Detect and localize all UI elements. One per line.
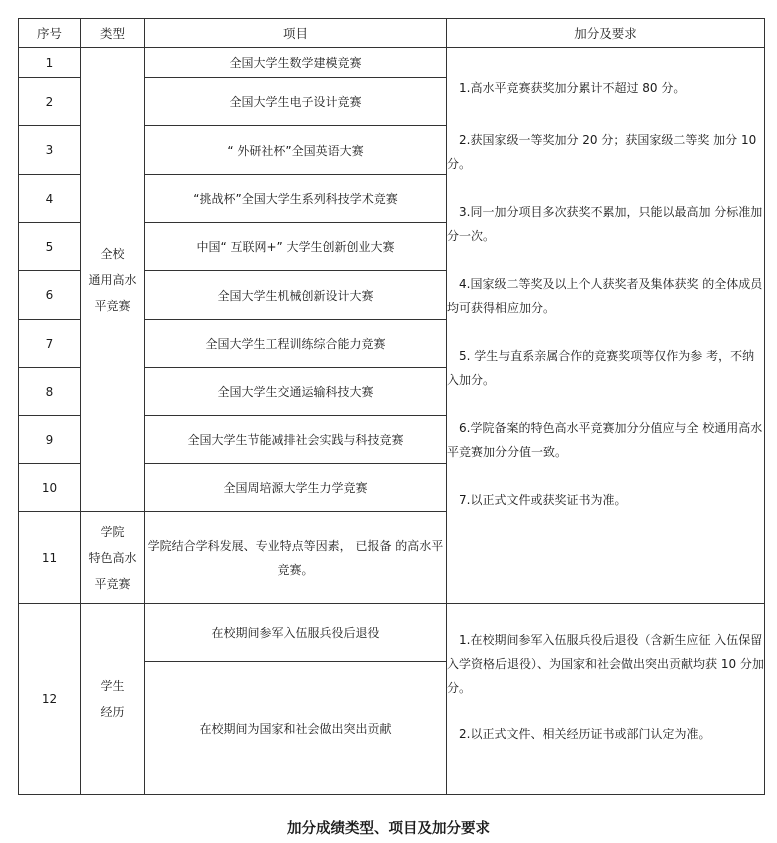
requirement-item: 3.同一加分项目多次获奖不累加，只能以最高加 分标准加分一次。 [447,205,763,243]
item-cell: 全国大学生机械创新设计大赛 [145,271,447,320]
header-row [19,19,765,48]
item-cell: “挑战杯”全国大学生系列科技学术竞赛 [145,175,447,223]
item-cell: 全国大学生数学建模竞赛 [145,48,447,78]
type-line: 学生 [100,679,125,693]
header-item: 项目 [145,19,447,48]
type-line: 经历 [100,705,125,719]
row-number: 10 [19,464,81,512]
table-caption: 加分成绩类型、项目及加分要求 [287,821,490,837]
requirements-cell-1 [447,48,765,604]
table-row [19,604,765,662]
item-cell: 全国周培源大学生力学竞赛 [145,464,447,512]
requirement-item: 2.获国家级一等奖加分 20 分；获国家级二等奖 加分 10 分。 [447,133,757,171]
type-line: 平竞赛 [94,576,131,591]
item-cell: 全国大学生交通运输科技大赛 [145,368,447,416]
row-number: 6 [19,271,81,320]
table-row [19,48,765,78]
row-number: 9 [19,416,81,464]
requirements-list [447,604,764,746]
type-cell-group1 [81,48,145,512]
requirement-item: 1.在校期间参军入伍服兵役后退役（含新生应征 入伍保留入学资格后退役）、为国家和社会做出突出贡献均获 10 分加分。 [447,633,764,695]
row-number: 12 [19,604,81,795]
item-cell: 中国“ 互联网+” 大学生创新创业大赛 [145,223,447,271]
row-number: 8 [19,368,81,416]
type-line: 特色高水 [88,550,137,565]
row-number: 7 [19,320,81,368]
type-cell-group3 [81,604,145,795]
header-type: 类型 [81,19,145,48]
requirement-item: 7.以正式文件或获奖证书为准。 [459,493,627,507]
header-num: 序号 [19,19,81,48]
item-cell: “ 外研社杯”全国英语大赛 [145,126,447,175]
type-line: 学院 [100,524,125,539]
requirement-item: 2.以正式文件、相关经历证书或部门认定为准。 [459,727,711,741]
type-line: 通用高水 [88,272,137,287]
item-cell: 在校期间参军入伍服兵役后退役 [145,604,447,662]
header-requirements: 加分及要求 [447,19,765,48]
row-number: 4 [19,175,81,223]
requirement-item: 1.高水平竞赛获奖加分累计不超过 80 分。 [459,81,686,95]
item-cell: 全国大学生节能减排社会实践与科技竞赛 [145,416,447,464]
row-number: 2 [19,78,81,126]
row-number: 11 [19,512,81,604]
row-number: 1 [19,48,81,78]
row-number: 5 [19,223,81,271]
bonus-points-table [18,18,765,795]
item-cell: 学院结合学科发展、专业特点等因素， 已报备 的高水平竞赛。 [145,512,447,604]
type-cell-group2 [81,512,145,604]
item-cell: 在校期间为国家和社会做出突出贡献 [145,662,447,795]
requirement-item: 6.学院备案的特色高水平竞赛加分分值应与全 校通用高水平竞赛加分分值一致。 [447,421,763,459]
type-line: 全校 [100,246,125,261]
requirements-cell-2 [447,604,765,795]
item-cell: 全国大学生电子设计竞赛 [145,78,447,126]
item-cell: 全国大学生工程训练综合能力竞赛 [145,320,447,368]
requirement-item: 4.国家级二等奖及以上个人获奖者及集体获奖 的全体成员均可获得相应加分。 [447,277,763,315]
requirements-list [447,48,764,512]
requirement-item: 5. 学生与直系亲属合作的竞赛奖项等仅作为参 考，不纳入加分。 [447,349,755,387]
type-line: 平竞赛 [94,298,131,313]
row-number: 3 [19,126,81,175]
